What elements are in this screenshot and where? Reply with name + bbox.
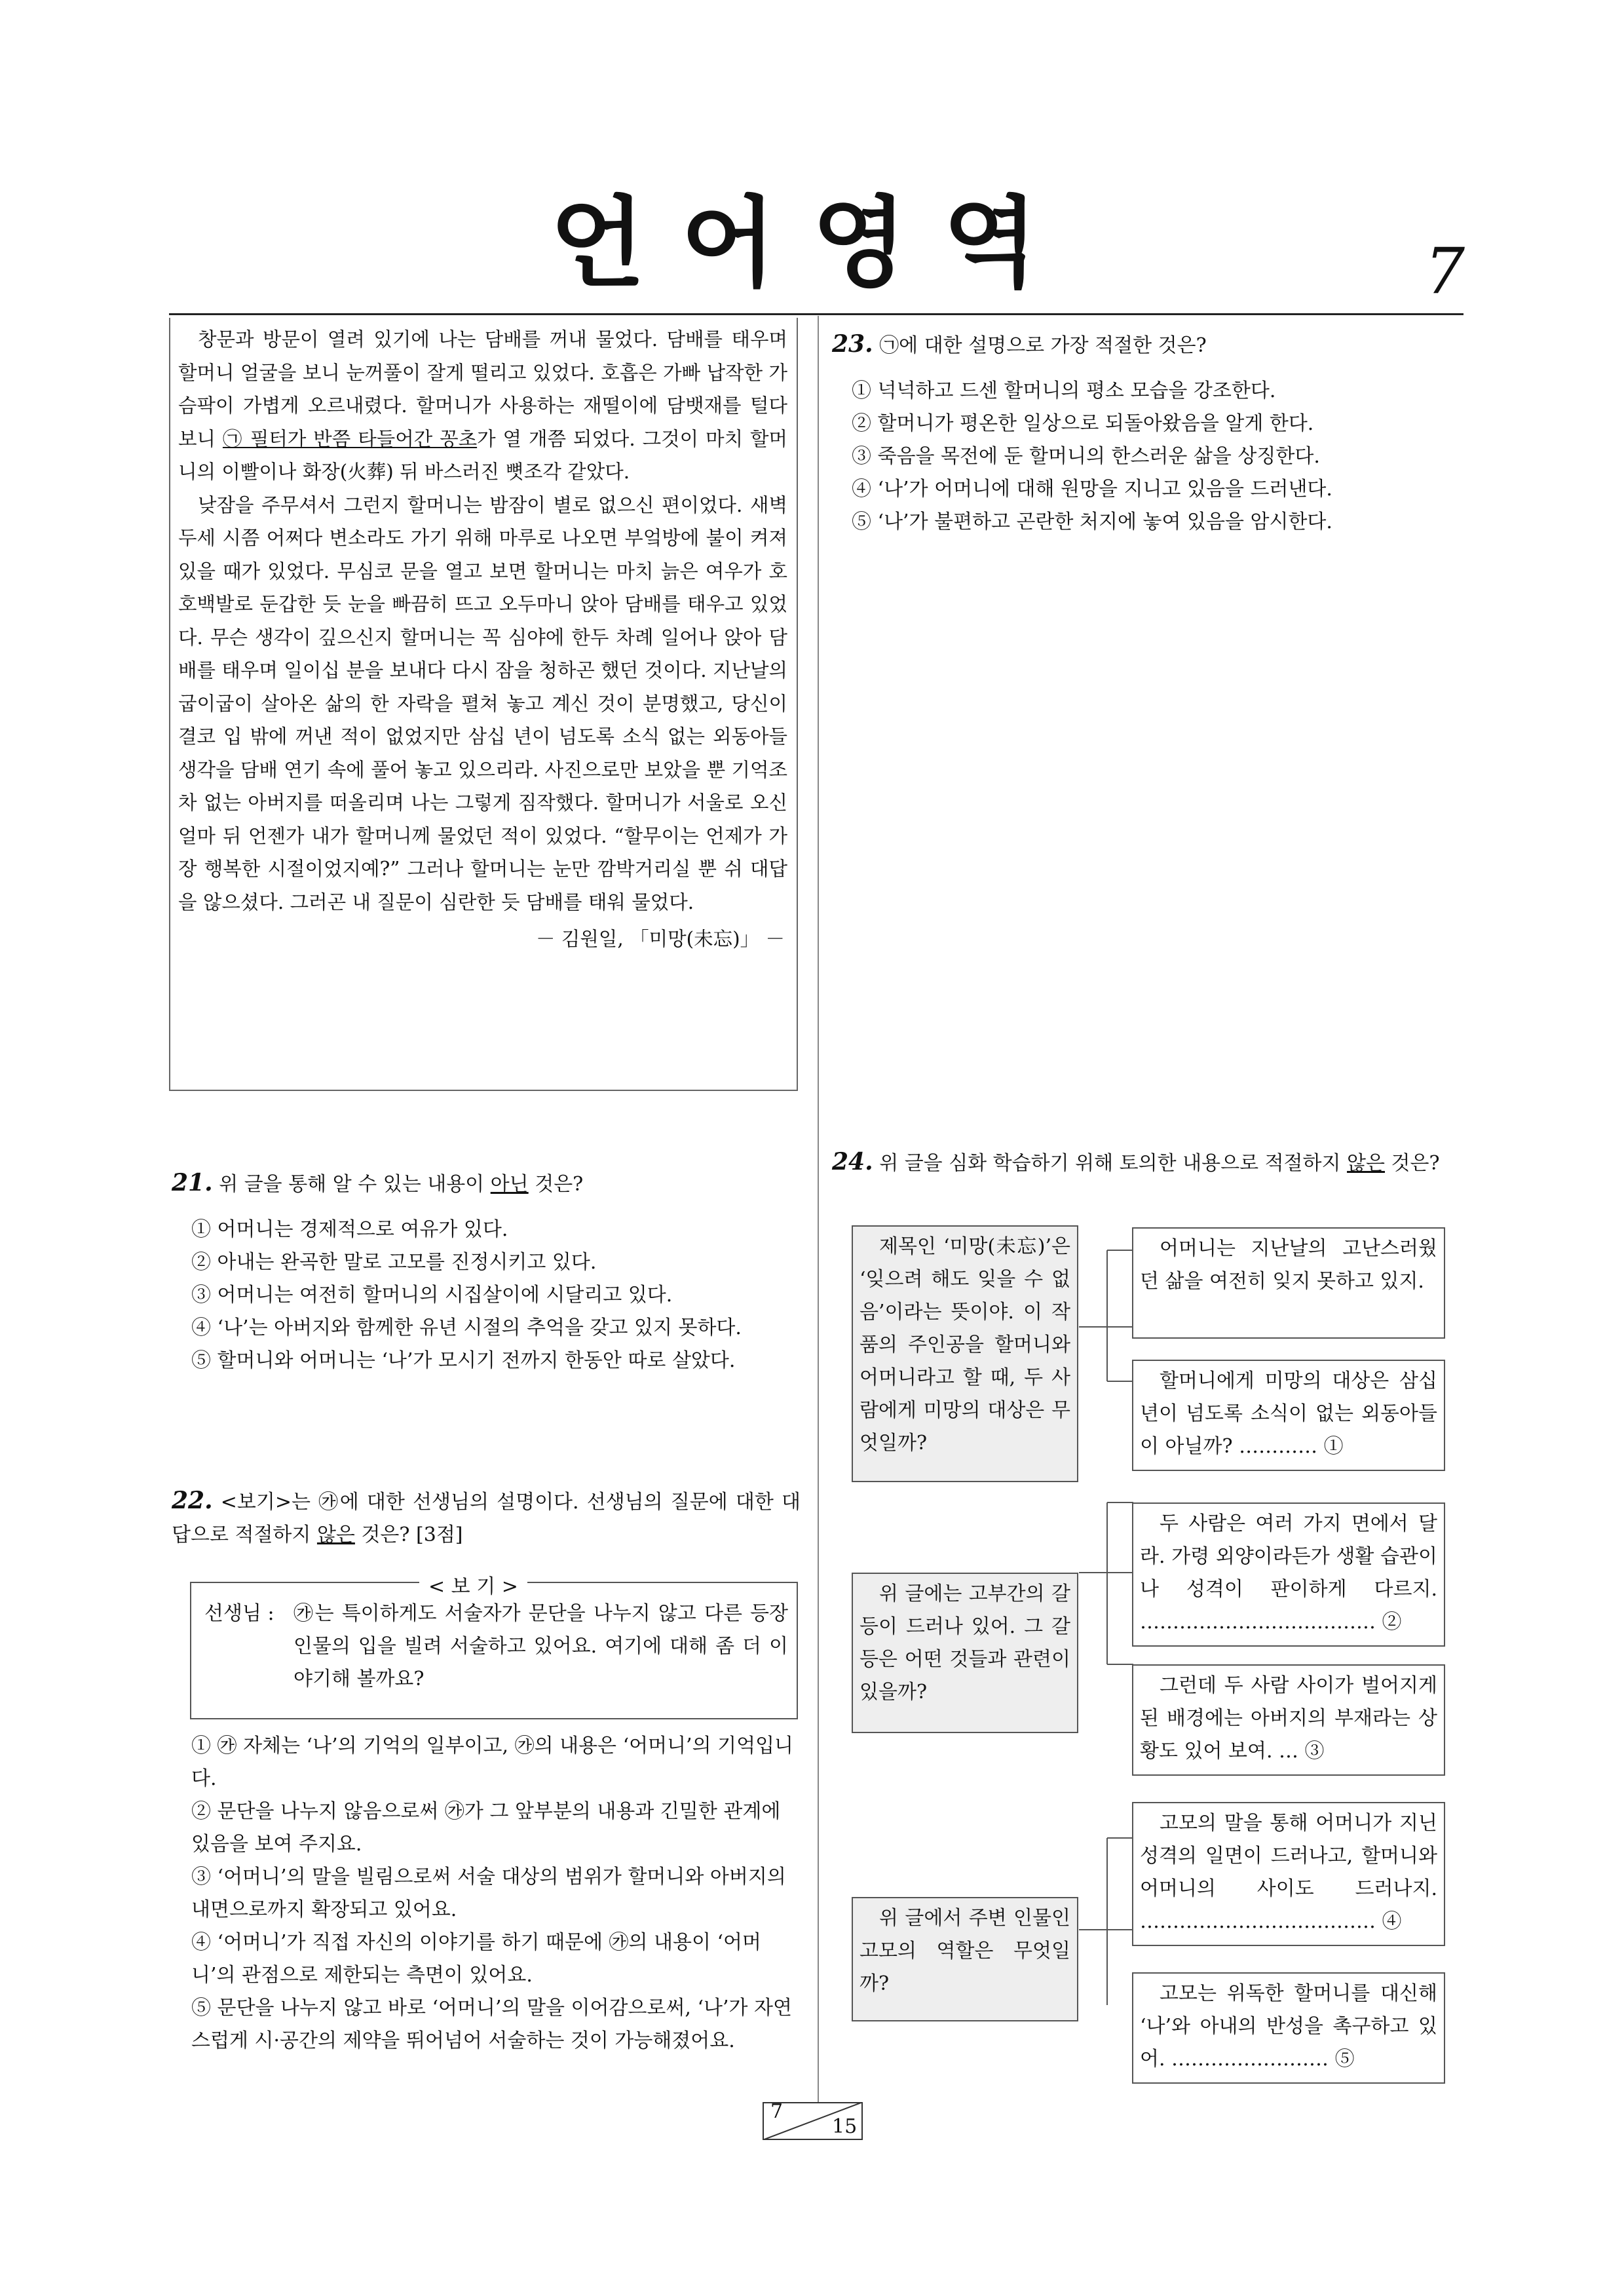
option-1[interactable]: ① ㉮ 자체는 ‘나’의 기억의 일부이고, ㉮의 내용은 ‘어머니’의 기억입니다.: [191, 1734, 794, 1790]
option-5[interactable]: ⑤ 할머니와 어머니는 ‘나’가 모시기 전까지 한동안 따로 살았다.: [191, 1349, 736, 1372]
answer-box-4[interactable]: 그런데 두 사람 사이가 벌어지게 된 배경에는 아버지의 부재라는 상황도 있어 보여. … ③: [1132, 1664, 1445, 1776]
question-22: 22. <보기>는 ㉮에 대한 선생님의 설명이다. 선생님의 질문에 대한 대답으로 적절하지 않은 것은? [3점]: [172, 1487, 801, 1546]
reading-passage: [169, 318, 798, 1091]
header-rule: [169, 313, 1463, 315]
page-number: 7: [1425, 235, 1465, 308]
option-5[interactable]: ⑤ ‘나’가 불편하고 곤란한 처지에 놓여 있음을 암시한다.: [852, 510, 1332, 533]
discussion-question-1: 제목인 ‘미망(未忘)’은 ‘잊으려 해도 잊을 수 없음’이라는 뜻이야. 이 작품의 주인공을 할머니와 어머니라고 할 때, 두 사람에게 미망의 대상은 무엇일까?: [852, 1225, 1078, 1482]
option-1[interactable]: ① 넉넉하고 드센 할머니의 평소 모습을 강조한다.: [852, 379, 1276, 402]
underlined-phrase: ㉠ 필터가 반쯤 타들어간 꽁초: [222, 427, 478, 450]
option-4[interactable]: ④ ‘나’는 아버지와 함께한 유년 시절의 추억을 갖고 있지 못하다.: [191, 1316, 742, 1339]
option-3[interactable]: ③ 어머니는 여전히 할머니의 시집살이에 시달리고 있다.: [191, 1284, 673, 1307]
discussion-question-3: 위 글에서 주변 인물인 고모의 역할은 무엇일까?: [852, 1897, 1078, 2021]
option-5[interactable]: ⑤ 문단을 나누지 않고 바로 ‘어머니’의 말을 이어감으로써, ‘나’가 자연스럽게 시·공간의 제약을 뛰어넘어 서술하는 것이 가능해졌어요.: [191, 1997, 792, 2052]
bogi-text: ㉮는 특이하게도 서술자가 문단을 나누지 않고 다른 등장인물의 입을 빌려 서술하고 있어요. 여기에 대해 좀 더 이야기해 볼까요?: [293, 1602, 788, 1691]
option-2[interactable]: ② 할머니가 평온한 일상으로 되돌아왔음을 알게 한다.: [852, 412, 1314, 435]
answer-box-3[interactable]: 두 사람은 여러 가지 면에서 달라. 가령 외양이라든가 생활 습관이나 성격이 판이하게 다르지. ……………………………… ②: [1132, 1502, 1445, 1647]
column-divider: [818, 316, 819, 2103]
bogi-speaker: 선생님 :: [204, 1602, 274, 1625]
passage-source: － 김원일, 「미망(未忘)」 －: [535, 928, 785, 950]
question-number: 21.: [172, 1169, 213, 1196]
question-21-options: [191, 1214, 807, 1377]
answer-box-1: 어머니는 지난날의 고난스러웠던 삶을 여전히 잊지 못하고 있지.: [1132, 1227, 1445, 1339]
page-current: 7: [770, 2100, 784, 2123]
page-title: 언어영역: [550, 187, 1074, 301]
option-3[interactable]: ③ ‘어머니’의 말을 빌림으로써 서술 대상의 범위가 할머니와 아버지의 내면으로까지 확장되고 있어요.: [191, 1866, 786, 1921]
discussion-question-2: 위 글에는 고부간의 갈등이 드러나 있어. 그 갈등은 어떤 것들과 관련이 있을까?: [852, 1573, 1078, 1733]
answer-box-6[interactable]: 고모는 위독한 할머니를 대신해 ‘나’와 아내의 반성을 촉구하고 있어. …………………… ⑤: [1132, 1972, 1445, 2084]
option-3[interactable]: ③ 죽음을 목전에 둔 할머니의 한스러운 삶을 상징한다.: [852, 445, 1320, 468]
page-total: 15: [832, 2115, 858, 2138]
passage-paragraph-1: 창문과 방문이 열려 있기에 나는 담배를 꺼내 물었다. 담배를 태우며 할머니 얼굴을 보니 눈꺼풀이 잘게 떨리고 있었다. 호흡은 가빠 납작한 가슴팍이 가볍게 오르내렸다. 할머니가 사용하는 재떨이에 담뱃재를 털다 보니 ㉠ 필터가 반쯤 타들어간 꽁초가 열 개쯤 되었다. 그것이 마치 할머니의 이빨이나 화장(火葬) 뒤 바스러진 뼛조각 같았다.: [178, 328, 787, 483]
question-number: 24.: [832, 1148, 873, 1176]
passage-paragraph-2: 낮잠을 주무셔서 그런지 할머니는 밤잠이 별로 없으신 편이었다. 새벽 두세 시쯤 어쩌다 변소라도 가기 위해 마루로 나오면 부엌방에 불이 켜져 있을 때가 있었다. 무심코 문을 열고 보면 할머니는 마치 늙은 여우가 호호백발로 둔갑한 듯 눈을 빠끔히 뜨고 오두마니 앉아 담배를 태우고 있었다. 무슨 생각이 깊으신지 할머니는 꼭 심야에 한두 차례 일어나 앉아 담배를 태우며 일이십 분을 보내다 다시 잠을 청하곤 했던 것이다. 지난날의 굽이굽이 살아온 삶의 한 자락을 펼쳐 놓고 계신 것이 분명했고, 당신이 결코 입 밖에 꺼낸 적이 없었지만 삼십 년이 넘도록 소식 없는 외동아들 생각을 담배 연기 속에 풀어 놓고 있으리라. 사진으로만 보았을 뿐 기억조차 없는 아버지를 떠올리며 나는 그렇게 짐작했다. 할머니가 서울로 오신 얼마 뒤 언젠가 내가 할머니께 물었던 적이 있었다. “할무이는 언제가 가장 행복한 시절이었지예?” 그러나 할머니는 눈만 깜박거리실 뿐 쉬 대답을 않으셨다. 그러곤 내 질문이 심란한 듯 담배를 태워 물었다.: [178, 493, 787, 913]
question-stem: ㉠에 대한 설명으로 가장 적절한 것은?: [879, 334, 1207, 357]
question-number: 23.: [832, 330, 873, 358]
question-22-options: [191, 1730, 801, 2057]
bogi-label: < 보 기 >: [419, 1570, 527, 1599]
option-2[interactable]: ② 문단을 나누지 않음으로써 ㉮가 그 앞부분의 내용과 긴밀한 관계에 있음을 보여 주지요.: [191, 1800, 781, 1856]
option-1[interactable]: ① 어머니는 경제적으로 여유가 있다.: [191, 1218, 508, 1241]
question-23: [832, 328, 1461, 362]
connector-lines: [1074, 1219, 1140, 2005]
question-21: 21. 위 글을 통해 알 수 있는 내용이 아닌 것은?: [172, 1169, 584, 1196]
option-4[interactable]: ④ ‘나’가 어머니에 대해 원망을 지니고 있음을 드러낸다.: [852, 478, 1332, 501]
option-4[interactable]: ④ ‘어머니’가 직접 자신의 이야기를 하기 때문에 ㉮의 내용이 ‘어머니’의 관점으로 제한되는 측면이 있어요.: [191, 1931, 761, 1987]
option-2[interactable]: ② 아내는 완곡한 말로 고모를 진정시키고 있다.: [191, 1251, 597, 1274]
question-23-options: [852, 375, 1454, 539]
answer-box-2[interactable]: 할머니에게 미망의 대상은 삼십 년이 넘도록 소식이 없는 외동아들이 아닐까? ………… ①: [1132, 1360, 1445, 1471]
question-24: 24. 위 글을 심화 학습하기 위해 토의한 내용으로 적절하지 않은 것은?: [832, 1148, 1440, 1176]
answer-box-5[interactable]: 고모의 말을 통해 어머니가 지닌 성격의 일면이 드러나고, 할머니와 어머니의 사이도 드러나지. ……………………………… ④: [1132, 1802, 1445, 1946]
question-number: 22.: [172, 1487, 213, 1514]
